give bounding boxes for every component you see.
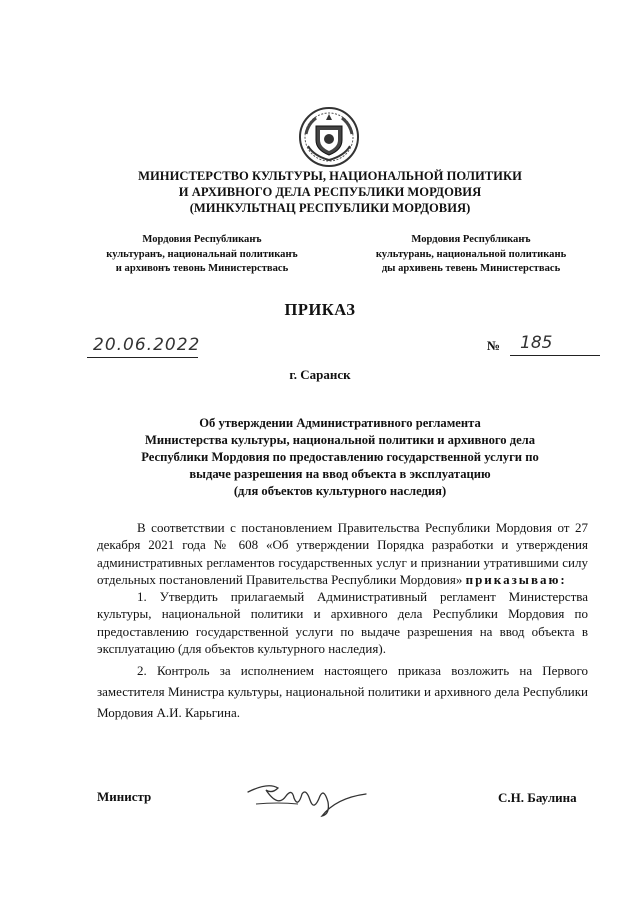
ministry-line: И АРХИВНОГО ДЕЛА РЕСПУБЛИКИ МОРДОВИЯ — [178, 185, 482, 199]
signatory-name: С.Н. Баулина — [498, 790, 577, 805]
clause-1: 1. Утвердить прилагаемый Административный регламент Министерства культуры, национальной политики и архивного дела Республики Мордовия по предоставлению государственной услуги по выдаче разрешения на ввод объекта в эксплуатацию (для объектов культурного наследия). — [97, 589, 588, 657]
erzya-line: культурань, национальной политикань — [375, 248, 567, 260]
preamble-paragraph — [97, 519, 588, 588]
order-number: 185 — [510, 331, 600, 356]
signatory-title: Министр — [97, 789, 152, 804]
moksha-line: Мордовия Республиканъ — [142, 234, 262, 245]
erzya-line: Мордовия Республиканъ — [411, 234, 531, 245]
moksha-line: культуранъ, национальнай политиканъ — [106, 248, 298, 260]
coat-of-arms-icon — [298, 106, 360, 168]
order-number-label: № — [487, 338, 501, 353]
subject-line: Республики Мордовия по предоставлению государственной услуги по — [141, 450, 539, 464]
ministry-name — [80, 168, 580, 216]
order-subject — [95, 415, 585, 500]
document-title: ПРИКАЗ — [284, 300, 356, 319]
subject-line: (для объектов культурного наследия) — [233, 484, 447, 498]
handwritten-signature-icon — [238, 778, 368, 818]
subject-line: Министерства культуры, национальной политики и архивного дела — [144, 433, 536, 447]
ministry-name-erzya — [340, 233, 602, 277]
order-command: приказываю: — [465, 571, 567, 587]
clause-2: 2. Контроль за исполнением настоящего приказа возложить на Первого заместителя Министра культуры, национальной политики и архивного дела Республики Мордовия А.И. Карьгина. — [97, 663, 588, 721]
ministry-line: (МИНКУЛЬТНАЦ РЕСПУБЛИКИ МОРДОВИЯ) — [189, 201, 471, 215]
subject-line: выдаче разрешения на ввод объекта в эксплуатацию — [189, 467, 491, 481]
order-city: г. Саранск — [289, 367, 351, 382]
ministry-line: МИНИСТЕРСТВО КУЛЬТУРЫ, НАЦИОНАЛЬНОЙ ПОЛИТИКИ — [138, 169, 522, 183]
preamble-text: В соответствии с постановлением Правительства Республики Мордовия от 27 декабря 2021 года № 608 «Об утверждении Порядка разработки и утверждения административных регламентов государственных услуг и признании утратившими силу отдельных постановлений Правительства Республики Мордовия» — [97, 520, 588, 587]
subject-line: Об утверждении Административного регламента — [199, 416, 481, 430]
ministry-name-moksha — [82, 233, 322, 277]
erzya-line: ды архивень тевень Министерствась — [381, 263, 561, 274]
order-body — [97, 519, 588, 723]
moksha-line: и архивонъ тевонь Министерствась — [115, 263, 289, 274]
order-date: 20.06.2022 — [87, 333, 198, 358]
